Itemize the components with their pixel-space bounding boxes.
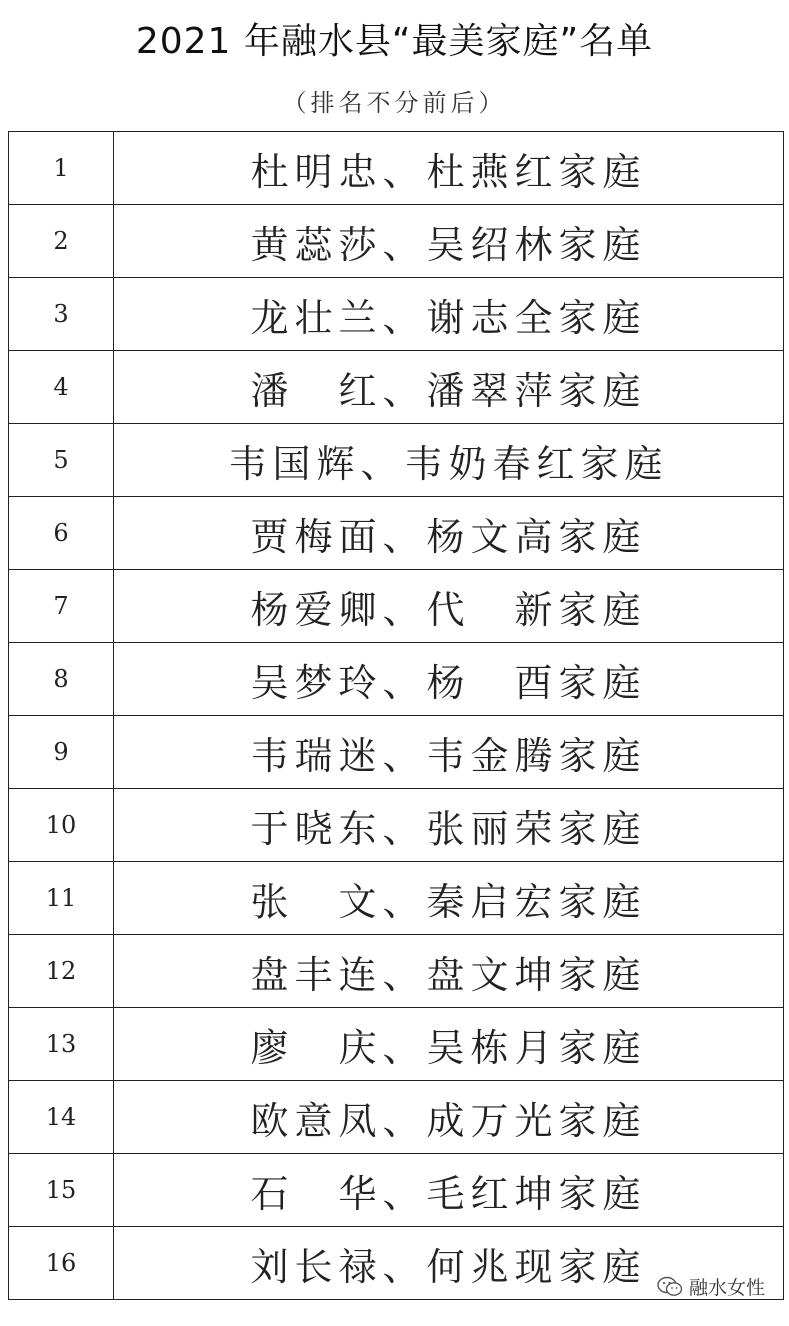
family-name: 张 文、秦启宏家庭 [114, 862, 784, 935]
family-name: 石 华、毛红坤家庭 [114, 1154, 784, 1227]
family-name: 贾梅面、杨文高家庭 [114, 497, 784, 570]
family-name: 廖 庆、吴栋月家庭 [114, 1008, 784, 1081]
page-subtitle: （排名不分前后） [282, 89, 507, 117]
family-name: 龙壮兰、谢志全家庭 [114, 278, 784, 351]
family-list-table [8, 131, 784, 1300]
table-row [9, 862, 784, 935]
wechat-watermark [657, 1273, 765, 1300]
watermark-text: 融水女性 [688, 1277, 765, 1299]
family-list-body [9, 132, 784, 1300]
family-name: 于晓东、张丽荣家庭 [114, 789, 784, 862]
table-row [9, 205, 784, 278]
row-number: 14 [9, 1081, 114, 1154]
row-number: 13 [9, 1008, 114, 1081]
row-number: 7 [9, 570, 114, 643]
row-number: 15 [9, 1154, 114, 1227]
family-name: 杨爱卿、代 新家庭 [114, 570, 784, 643]
family-name: 欧意凤、成万光家庭 [114, 1081, 784, 1154]
table-row [9, 789, 784, 862]
table-row [9, 424, 784, 497]
wechat-icon [657, 1276, 683, 1298]
row-number: 11 [9, 862, 114, 935]
row-number: 6 [9, 497, 114, 570]
row-number: 16 [9, 1227, 114, 1300]
row-number: 12 [9, 935, 114, 1008]
table-row [9, 351, 784, 424]
row-number: 9 [9, 716, 114, 789]
row-number: 2 [9, 205, 114, 278]
family-name: 杜明忠、杜燕红家庭 [114, 132, 784, 205]
row-number: 1 [9, 132, 114, 205]
family-name: 潘 红、潘翠萍家庭 [114, 351, 784, 424]
family-name: 黄蕊莎、吴绍林家庭 [114, 205, 784, 278]
family-name: 盘丰连、盘文坤家庭 [114, 935, 784, 1008]
table-row [9, 1008, 784, 1081]
row-number: 4 [9, 351, 114, 424]
row-number: 8 [9, 643, 114, 716]
table-row [9, 1081, 784, 1154]
table-row [9, 643, 784, 716]
family-name: 韦瑞迷、韦金腾家庭 [114, 716, 784, 789]
family-name: 刘长禄、何兆现家庭 [114, 1227, 784, 1300]
table-row [9, 935, 784, 1008]
table-row [9, 716, 784, 789]
row-number: 3 [9, 278, 114, 351]
table-row [9, 1154, 784, 1227]
table-row [9, 278, 784, 351]
family-name: 吴梦玲、杨 酉家庭 [114, 643, 784, 716]
page-title: 2021 年融水县“最美家庭”名单 [135, 21, 654, 62]
table-row [9, 497, 784, 570]
table-row [9, 132, 784, 205]
family-name: 韦国辉、韦奶春红家庭 [114, 424, 784, 497]
table-row [9, 570, 784, 643]
row-number: 5 [9, 424, 114, 497]
row-number: 10 [9, 789, 114, 862]
